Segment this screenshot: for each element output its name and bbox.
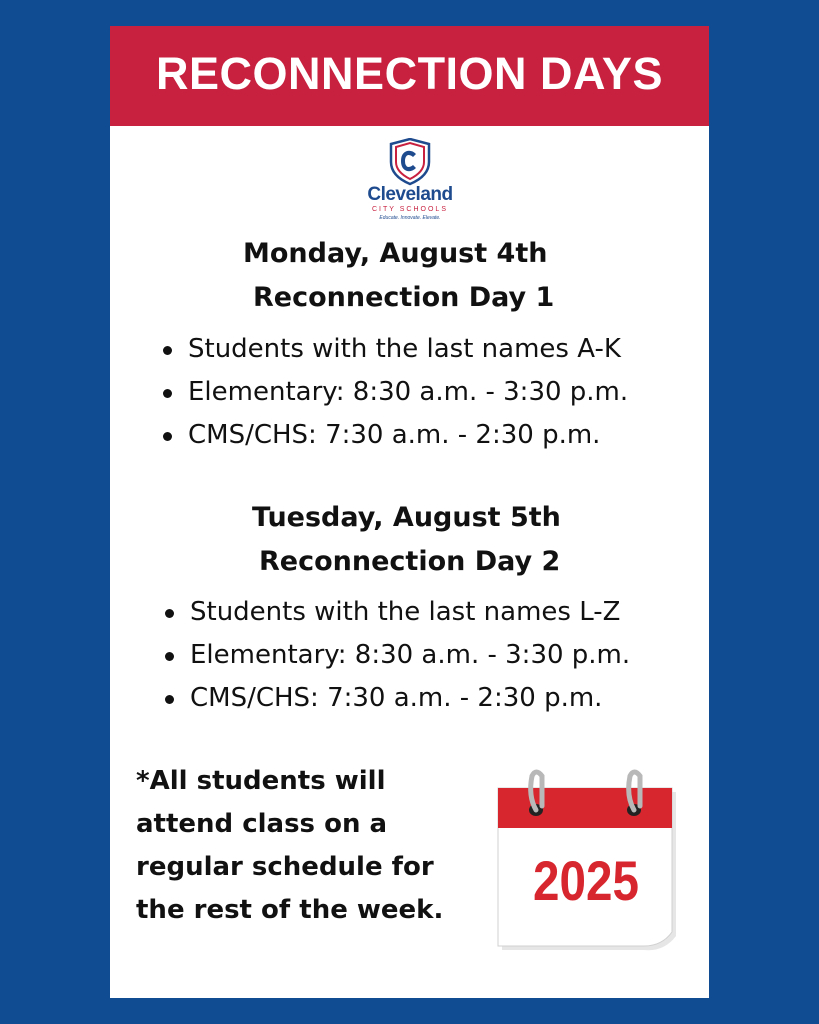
list-item: Students with the last names A-K [161,328,628,371]
logo-name: Cleveland [367,184,453,205]
list-item: CMS/CHS: 7:30 a.m. - 2:30 p.m. [163,677,630,720]
day1-list [161,328,628,457]
calendar-icon [494,766,680,954]
list-item: Elementary: 8:30 a.m. - 3:30 p.m. [163,634,630,677]
list-item: Elementary: 8:30 a.m. - 3:30 p.m. [161,371,628,414]
day2-date: Tuesday, August 5th [252,502,561,533]
flyer-card [110,26,709,998]
logo-tagline: Educate. Innovate. Elevate. [379,215,441,221]
day1-date: Monday, August 4th [243,238,548,269]
page-title: RECONNECTION DAYS [156,48,663,99]
calendar-year: 2025 [533,849,639,912]
list-item: CMS/CHS: 7:30 a.m. - 2:30 p.m. [161,414,628,457]
day1-label: Reconnection Day 1 [253,282,555,313]
schedule-note: *All students will attend class on a regular schedule for the rest of the week. [136,766,444,925]
school-logo [360,138,460,228]
day2-label: Reconnection Day 2 [259,546,561,577]
day2-list [163,591,630,720]
title-banner [110,26,709,126]
shield-icon [360,138,460,186]
logo-subtitle: CITY SCHOOLS [372,206,448,213]
list-item: Students with the last names L-Z [163,591,630,634]
